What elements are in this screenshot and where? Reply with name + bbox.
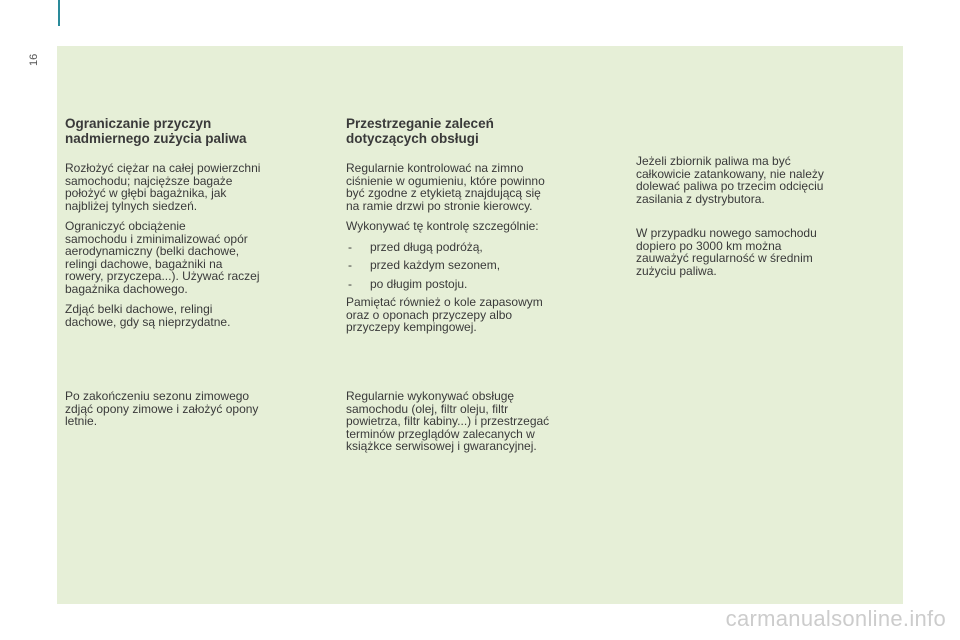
left-paragraph-2: Ograniczyć obciążenie samochodu i zminimalizować opór aerodynamiczny (belki dachowe, relingi dachowe, bagażniki na rowery, przyczepa...). Używać raczej bagażnika dachowego. — [65, 219, 260, 296]
right-paragraph-2: W przypadku nowego samochodu dopiero po 3000 km można zauważyć regularność w średnim zużyciu paliwa. — [636, 226, 817, 278]
middle-heading: Przestrzeganie zaleceń dotyczących obsługi — [346, 116, 494, 146]
list-item: - po długim postoju. — [346, 278, 616, 291]
middle-paragraph-3: Pamiętać również o kole zapasowym oraz o oponach przyczepy albo przyczepy kempingowej. — [346, 295, 543, 334]
list-item: - przed długą podróżą, — [346, 241, 616, 254]
middle-lower-block — [346, 390, 616, 461]
right-column — [636, 155, 886, 285]
middle-column — [346, 116, 616, 342]
accent-bar — [58, 0, 60, 26]
right-paragraph-1: Jeżeli zbiornik paliwa ma być całkowicie zatankowany, nie należy dolewać paliwa po trzecim odcięciu zasilania z dystrybutora. — [636, 154, 824, 206]
left-lower-block — [65, 390, 327, 436]
check-list — [346, 241, 616, 291]
left-paragraph-3: Zdjąć belki dachowe, relingi dachowe, gdy są nieprzydatne. — [65, 302, 231, 329]
list-item: - przed każdym sezonem, — [346, 259, 616, 272]
page-number: 16 — [28, 53, 40, 66]
left-paragraph-4: Po zakończeniu sezonu zimowego zdjąć opony zimowe i założyć opony letnie. — [65, 389, 259, 428]
left-heading: Ograniczanie przyczyn nadmiernego zużycia paliwa — [65, 116, 247, 146]
middle-paragraph-1: Regularnie kontrolować na zimno ciśnienie w ogumieniu, które powinno być zgodne z etykietą znajdującą się na ramie drzwi po stronie kierowcy. — [346, 161, 545, 213]
watermark: carmanualsonline.info — [725, 606, 946, 631]
middle-paragraph-2: Wykonywać tę kontrolę szczególnie: — [346, 219, 539, 233]
left-column — [65, 116, 327, 336]
middle-paragraph-4: Regularnie wykonywać obsługę samochodu (olej, filtr oleju, filtr powietrza, filtr kabiny...) i przestrzegać terminów przeglądów zalecanych w książkce serwisowej i gwarancyjnej. — [346, 389, 550, 453]
left-paragraph-1: Rozłożyć ciężar na całej powierzchni samochodu; najcięższe bagaże położyć w głębi bagażnika, jak najbliżej tylnych siedzeń. — [65, 161, 261, 213]
